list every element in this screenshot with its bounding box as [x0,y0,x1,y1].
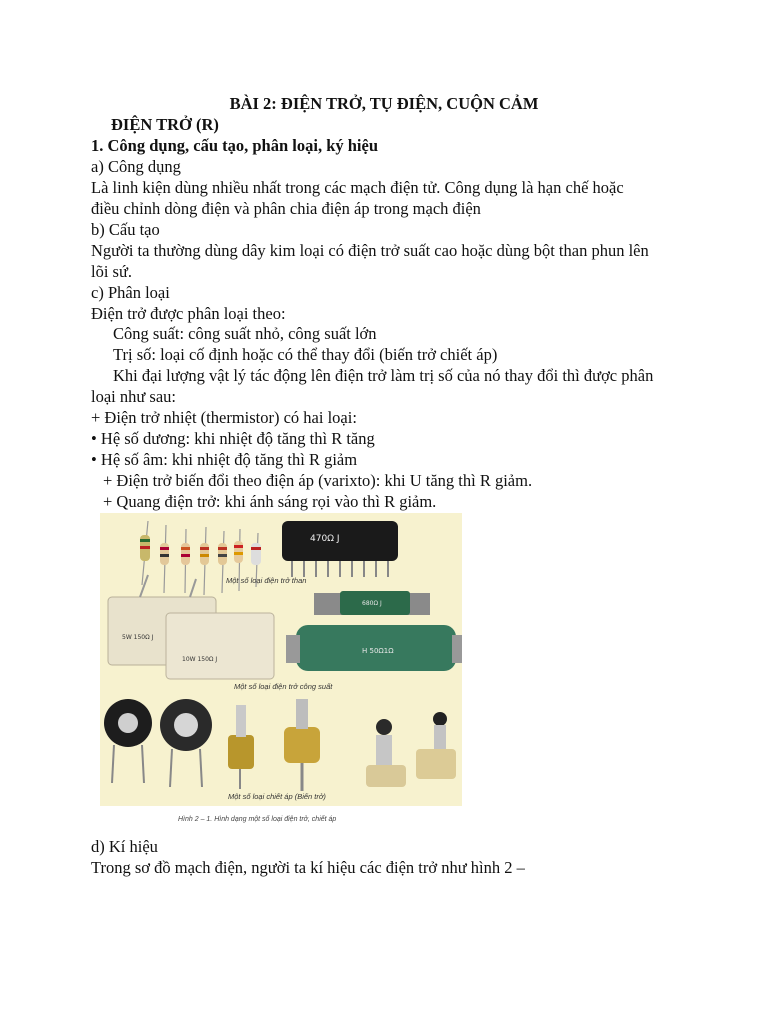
paragraph-line: Là linh kiện dùng nhiều nhất trong các mạch điện tử. Công dụng là hạn chế hoặc [91,178,624,197]
paragraph-line: Khi đại lượng vật lý tác động lên điện trở làm trị số của nó thay đổi thì được phân [113,366,654,385]
small-marking: 680Ω J [362,600,382,607]
figure-label-power: Một số loại điện trở công suất [234,682,333,691]
paragraph-line: c) Phân loại [91,283,170,302]
section-title: ĐIỆN TRỞ (R) [111,115,219,134]
paragraph-line: điều chỉnh dòng điện và phân chia điện áp trong mạch điện [91,199,481,218]
paragraph-line: • Hệ số dương: khi nhiệt độ tăng thì R tăng [91,429,375,448]
paragraph-line: + Điện trở biến đổi theo điện áp (varixto): khi U tăng thì R giảm. [103,471,533,490]
wirewound-resistor-green [286,625,462,671]
paragraph-line: Trong sơ đồ mạch điện, người ta kí hiệu các điện trở như hình 2 – [91,858,525,877]
paragraph-line: loại như sau: [91,387,177,406]
paragraph-line: lõi sứ. [91,262,133,281]
paragraph-line: a) Công dụng [91,157,181,176]
paragraph-line: Người ta thường dùng dây kim loại có điện trở suất cao hoặc dùng bột than phun lên [91,241,649,260]
network-marking: 470Ω J [310,534,340,544]
resistor-photo-figure [100,513,462,806]
ceramic-marking: 5W 150Ω J [122,634,154,641]
resistor-illustration [100,513,462,806]
paragraph-line: • Hệ số âm: khi nhiệt độ tăng thì R giảm [91,450,358,469]
figure-caption: Hình 2 – 1. Hình dạng một số loại điện trở, chiết áp [178,816,337,823]
paragraph-line: Công suất: công suất nhỏ, công suất lớn [113,324,377,343]
green-marking: H 50Ω1Ω [362,647,394,655]
paragraph-line: + Điện trở nhiệt (thermistor) có hai loại: [91,408,357,427]
paragraph-line: Trị số: loại cố định hoặc có thể thay đổi (biến trở chiết áp) [113,345,498,364]
figure-label-carbon: Một số loại điện trở than [226,576,307,585]
rotary-potentiometers [228,699,456,791]
wirewound-resistor-small [314,591,430,615]
ceramic-power-resistors [108,575,274,679]
resistor-network [282,521,398,577]
paragraph-line: d) Kí hiệu [91,837,158,856]
paragraph-line: b) Cấu tạo [91,220,160,239]
trimmer-potentiometers [104,699,212,787]
lesson-title: BÀI 2: ĐIỆN TRỞ, TỤ ĐIỆN, CUỘN CẢM [229,94,539,113]
subsection-heading: 1. Công dụng, cấu tạo, phân loại, ký hiệu [91,136,379,155]
paragraph-line: Điện trở được phân loại theo: [91,304,286,323]
ceramic-marking: 10W 150Ω J [182,656,218,663]
paragraph-line: + Quang điện trở: khi ánh sáng rọi vào thì R giảm. [103,492,437,511]
figure-label-pot: Một số loại chiết áp (Biến trở) [228,792,326,801]
